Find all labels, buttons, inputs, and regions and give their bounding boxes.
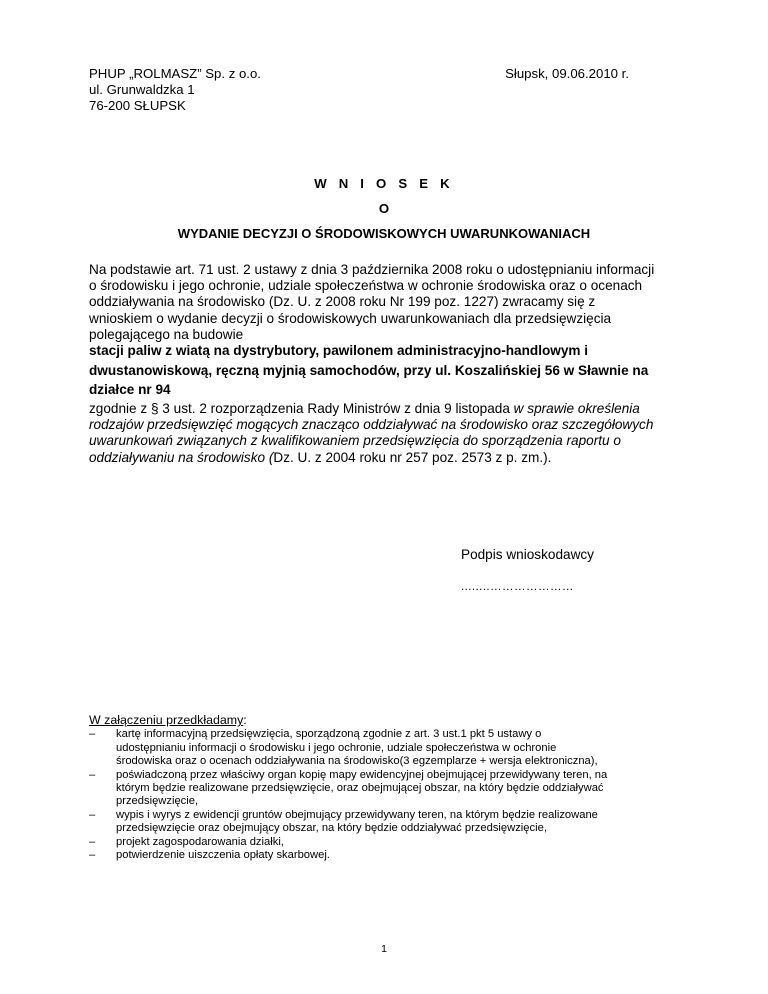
dash-bullet-icon: –: [89, 849, 96, 862]
list-item-line: wypis i wyrys z ewidencji gruntów obejmujący przewidywany teren, na którym będzie realizowane: [116, 808, 598, 821]
sender-name: PHUP „ROLMASZ” Sp. z o.o.: [89, 66, 261, 81]
basis-italic-text: oddziaływaniu na środowisko (: [89, 449, 274, 465]
list-item-line: którym będzie realizowane przedsięwzięcie, oraz obejmującej obszar, na który będzie oddziaływać: [116, 782, 604, 795]
basis-line: [89, 417, 689, 433]
document-subtitle: WYDANIE DECYZJI O ŚRODOWISKOWYCH UWARUNKOWANIACH: [177, 226, 591, 241]
document-date: Słupsk, 09.06.2010 r.: [505, 66, 629, 81]
list-item-line: potwierdzenie uiszczenia opłaty skarbowej.: [116, 849, 330, 862]
intro-line: o środowisku i jego ochronie, udziale społeczeństwa w ochronie środowiska oraz o ocenach: [89, 278, 643, 294]
list-item: [89, 836, 689, 849]
intro-line: oddziaływania na środowisko (Dz. U. z 2008 roku Nr 199 poz. 1227) zwracamy się z: [89, 294, 596, 310]
list-item-line: udostępnianiu informacji o środowisku i jego ochronie, udziale społeczeństwa w ochronie: [116, 741, 557, 754]
project-description: [89, 341, 689, 400]
signature-label: Podpis wnioskodawcy: [461, 547, 594, 562]
list-item-line: projekt zagospodarowania działki,: [116, 835, 284, 848]
attachments-heading-colon: :: [243, 713, 247, 727]
project-line: stacji paliw z wiatą na dystrybutory, pawilonem administracyjno-handlowym i: [89, 343, 589, 358]
basis-italic-text: w sprawie określenia: [513, 401, 640, 416]
basis-line: [89, 450, 689, 466]
list-item-line: środowiska oraz o ocenach oddziaływania na środowisko(3 egzemplarze + wersja elektroniczna),: [116, 755, 598, 768]
intro-line: wnioskiem o wydanie decyzji o środowiskowych uwarunkowaniach dla przedsięwzięcia: [89, 310, 612, 326]
list-item-line: kartę informacyjną przedsięwzięcia, sporządzoną zgodnie z art. 3 ust.1 pkt 5 ustawy o: [116, 728, 542, 741]
signature-line: ........…………………: [461, 580, 574, 593]
list-item-line: przedsięwzięcie oraz obejmujący obszar, na który będzie oddziaływać przedsięwzięcie,: [116, 822, 547, 835]
sender-street: ul. Grunwaldzka 1: [89, 82, 195, 97]
dash-bullet-icon: –: [89, 835, 96, 848]
attachments-list: [89, 728, 689, 862]
list-item: [89, 849, 689, 862]
document-title-connector: O: [378, 201, 390, 216]
attachments-section: [89, 714, 689, 862]
attachments-heading-row: [89, 714, 689, 728]
sender-city: 76-200 SŁUPSK: [89, 98, 186, 113]
attachments-heading: W załączeniu przedkładamy: [89, 713, 244, 727]
basis-line: [89, 401, 689, 417]
project-line: dwustanowiskową, ręczną myjnią samochodów, przy ul. Koszalińskiej 56 w Sławnie na: [89, 362, 649, 378]
page-number: 1: [381, 944, 387, 955]
dash-bullet-icon: –: [89, 768, 96, 781]
document-title: W N I O S E K: [314, 176, 454, 191]
dash-bullet-icon: –: [89, 808, 96, 821]
intro-line: Na podstawie art. 71 ust. 2 ustawy z dnia 3 października 2008 roku o udostępnianiu informacji: [89, 262, 655, 277]
basis-italic-text: rodzajów przedsięwzięć mogących znacząco oddziaływać na środowisko oraz szczegółowych: [89, 417, 654, 433]
project-line: działce nr 94: [89, 382, 171, 398]
basis-text: zgodnie z § 3 ust. 2 rozporządzenia Rady Ministrów z dnia 9 listopada: [89, 401, 514, 416]
intro-line: polegającego na budowie: [89, 326, 244, 342]
list-item: [89, 769, 689, 809]
basis-italic-text: uwarunkowań związanych z kwalifikowaniem przedsięwzięcia do sporządzenia raportu o: [89, 433, 621, 449]
list-item: [89, 809, 689, 836]
basis-text: Dz. U. z 2004 roku nr 257 poz. 2573 z p. zm.).: [273, 449, 552, 465]
basis-line: [89, 433, 689, 449]
intro-paragraph: [89, 262, 689, 343]
legal-basis-paragraph: [89, 401, 689, 466]
list-item: [89, 728, 689, 768]
sender-address: [89, 66, 261, 114]
dash-bullet-icon: –: [89, 728, 96, 741]
list-item-line: przedsięwzięcie,: [116, 795, 199, 808]
list-item-line: poświadczoną przez właściwy organ kopię mapy ewidencyjnej obejmującej przewidywany teren, na: [116, 768, 608, 781]
